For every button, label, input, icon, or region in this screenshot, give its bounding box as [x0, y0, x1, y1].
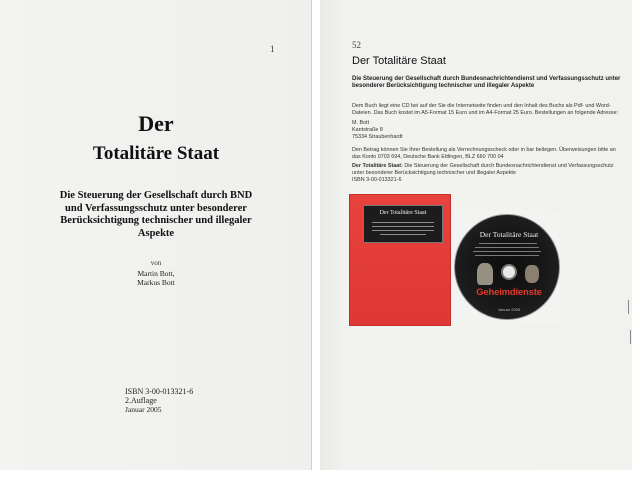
- page-number: 1: [270, 44, 275, 54]
- publication-date: Januar 2005: [125, 405, 162, 414]
- isbn: ISBN 3-00-013321-6: [125, 387, 194, 396]
- text-line: [479, 243, 537, 244]
- book-info: [352, 163, 622, 184]
- cd-hole: [501, 264, 517, 280]
- text-line: [372, 230, 434, 231]
- book-cover-image: [350, 195, 450, 325]
- cd-title: Der Totalitäre Staat: [479, 230, 539, 239]
- figure-icon: [477, 263, 493, 285]
- cd-image: [452, 210, 560, 324]
- page-subheading: Die Steuerung der Gesellschaft durch Bundesnachrichtendienst und Verfassungsschutz unter besonderer Berücksichtigung technischer und illegaler Aspekte: [352, 76, 621, 89]
- address-line: 75334 Straubenhardt: [352, 134, 403, 141]
- text-line: [372, 222, 434, 223]
- book-info-isbn: ISBN 3-00-013321-6: [352, 177, 402, 183]
- cd-stamp: Geheimdienste: [476, 287, 542, 298]
- title-line-1: Der: [138, 111, 174, 136]
- page-number: 52: [352, 40, 361, 50]
- payment-paragraph: Den Betrag können Sie Ihrer Bestellung als Verrechnungsscheck oder in bar beilegen. Überweisungen bitte an das Konto 0703 694, Deutsche Bank Ettlingen, BLZ 660 700 04: [352, 147, 616, 160]
- order-paragraph: Dem Buch liegt eine CD bei auf der Sie die Internetseite finden und den Inhalt des Buchs als Pdf- und Word-Dateien. Das Buch kostet im A5-Format 15 Euro und im A4-Format 25 Euro. Bestellungen an folgende Adresse:: [352, 103, 619, 116]
- text-line: [475, 255, 539, 256]
- left-page: [0, 0, 312, 470]
- address-line: Kantstraße 8: [352, 127, 383, 134]
- staple-mark: [628, 300, 629, 314]
- staple-mark: [630, 330, 631, 344]
- cd-date: Januar 2005: [497, 307, 521, 312]
- page-heading: Der Totalitäre Staat: [352, 55, 446, 67]
- title-line-2: Totalitäre Staat: [92, 143, 220, 164]
- address-block: [352, 120, 403, 141]
- text-line: [372, 226, 434, 227]
- author-2: Markus Bott: [137, 278, 175, 287]
- by-label: von: [150, 259, 162, 267]
- figure-icon: [525, 265, 539, 283]
- address-line: M. Bott: [352, 120, 370, 126]
- edition: 2.Auflage: [125, 396, 157, 405]
- text-line: [475, 247, 539, 248]
- book-cover-title: Der Totalitäre Staat: [379, 210, 427, 216]
- text-line: [380, 234, 426, 235]
- subtitle: Die Steuerung der Gesellschaft durch BND und Verfassungsschutz unter besonderer Berücksichtigung technischer und illegaler Aspekte: [59, 190, 253, 239]
- book-cover-label: [363, 205, 443, 243]
- text-line: [473, 251, 541, 252]
- author-1: Martin Bott,: [137, 269, 175, 278]
- cd-disc: [454, 214, 560, 320]
- book-info-label: Der Totalitäre Staat:: [352, 163, 403, 169]
- book-info-text: Die Steuerung der Gesellschaft durch Bundesnachrichtendienst und Verfassungsschutz unter besonderer Berücksichtigung technischer und illegaler Aspekte: [352, 163, 614, 176]
